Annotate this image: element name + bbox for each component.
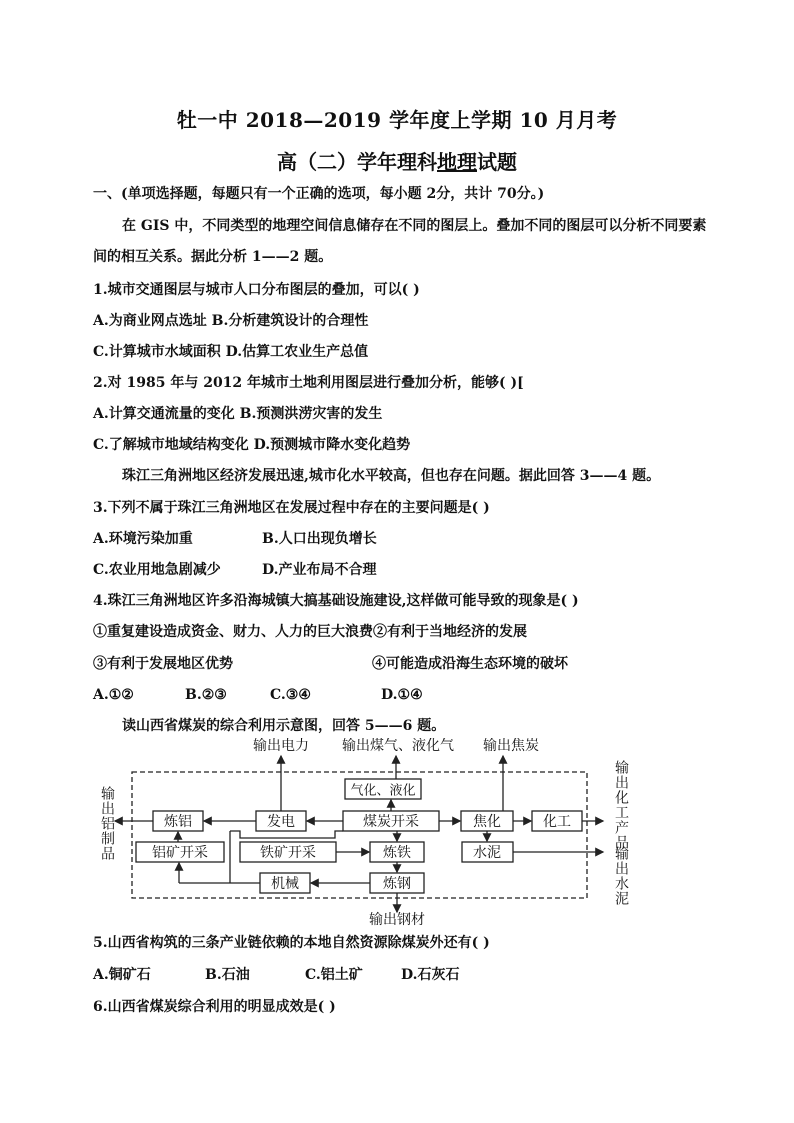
section-heading: 一、(单项选择题，每题只有一个正确的选项，每小题 2分，共计 70分。) xyxy=(93,186,545,202)
label-coking: 焦化 xyxy=(473,814,501,830)
coal-utilization-diagram xyxy=(95,738,640,928)
q5-option-d: D.石灰石 xyxy=(401,967,460,983)
label-out-steel: 输出钢材 xyxy=(369,912,425,928)
q3-option-b: B.人口出现负增长 xyxy=(262,531,377,547)
label-cement: 水泥 xyxy=(473,845,501,861)
subtitle-suffix: 试题 xyxy=(477,150,517,174)
q5-option-a: A.铜矿石 xyxy=(93,967,151,983)
q1-stem: 1.城市交通图层与城市人口分布图层的叠加，可以( ) xyxy=(93,282,420,298)
q4-statement-4: ④可能造成沿海生态环境的破坏 xyxy=(372,656,568,672)
exam-title: 牡一中 2018—2019 学年度上学期 10 月月考 xyxy=(176,108,618,132)
label-out-al: 输出铝制品 xyxy=(99,786,115,861)
q4-option-d: D.①④ xyxy=(381,687,423,703)
q3-option-a: A.环境污染加重 xyxy=(93,531,193,547)
label-iron-mining: 铁矿开采 xyxy=(260,845,316,861)
exam-subtitle xyxy=(0,146,794,175)
q6-stem: 6.山西省煤炭综合利用的明显成效是( ) xyxy=(93,999,336,1015)
q1-options-cd: C.计算城市水域面积 D.估算工农业生产总值 xyxy=(93,344,369,360)
q5-stem: 5.山西省构筑的三条产业链依赖的本地自然资源除煤炭外还有( ) xyxy=(93,935,490,951)
label-smelt-al: 炼铝 xyxy=(164,814,192,830)
subtitle-subject: 地理 xyxy=(437,150,477,174)
q1-options-ab: A.为商业网点选址 B.分析建筑设计的合理性 xyxy=(93,313,369,329)
label-gasify: 气化、液化 xyxy=(350,783,416,799)
label-machinery: 机械 xyxy=(271,876,299,892)
q3-option-c: C.农业用地急剧减少 xyxy=(93,562,221,578)
q2-options-cd: C.了解城市地域结构变化 D.预测城市降水变化趋势 xyxy=(93,437,411,453)
q4-statement-3: ③有利于发展地区优势 xyxy=(93,656,233,672)
q4-option-c: C.③④ xyxy=(270,687,311,703)
q2-options-ab: A.计算交通流量的变化 B.预测洪涝灾害的发生 xyxy=(93,406,383,422)
label-chemical: 化工 xyxy=(543,814,571,830)
q4-option-a: A.①② xyxy=(93,687,134,703)
label-out-power: 输出电力 xyxy=(253,738,309,754)
label-out-gas: 输出煤气、液化气 xyxy=(342,738,454,754)
link-coal-to-ironore xyxy=(230,831,343,838)
q4-statements-12: ①重复建设造成资金、财力、人力的巨大浪费②有利于当地经济的发展 xyxy=(93,624,527,640)
label-smelt-iron: 炼铁 xyxy=(383,845,411,861)
q2-stem: 2.对 1985 年与 2012 年城市土地利用图层进行叠加分析，能够( )[ xyxy=(93,375,524,391)
q4-option-b: B.②③ xyxy=(185,687,227,703)
label-power: 发电 xyxy=(267,814,295,830)
intro-gis-line1: 在 GIS 中，不同类型的地理空间信息储存在不同的图层上。叠加不同的图层可以分析不同要素 xyxy=(122,218,707,234)
intro-shanxi: 读山西省煤炭的综合利用示意图，回答 5——6 题。 xyxy=(122,718,446,734)
label-steel: 炼钢 xyxy=(383,876,411,892)
q3-stem: 3.下列不属于珠江三角洲地区在发展过程中存在的主要问题是( ) xyxy=(93,500,490,516)
intro-prd: 珠江三角洲地区经济发展迅速,城市化水平较高，但也存在问题。据此回答 3——4 题。 xyxy=(122,468,661,484)
label-bauxite-mining: 铝矿开采 xyxy=(152,845,208,861)
q5-option-b: B.石油 xyxy=(205,967,250,983)
label-out-cement: 输出水泥 xyxy=(613,846,629,906)
q3-option-d: D.产业布局不合理 xyxy=(262,562,377,578)
q4-stem: 4.珠江三角洲地区许多沿海城镇大搞基础设施建设,这样做可能导致的现象是( ) xyxy=(93,593,579,609)
label-coal-mining: 煤炭开采 xyxy=(363,814,419,830)
subtitle-prefix: 高（二）学年理科 xyxy=(277,150,437,174)
intro-gis-line2: 间的相互关系。据此分析 1——2 题。 xyxy=(93,249,333,265)
label-out-chem: 输出化工产品 xyxy=(613,760,629,850)
q5-option-c: C.铝土矿 xyxy=(305,967,363,983)
label-out-coke: 输出焦炭 xyxy=(483,738,539,754)
